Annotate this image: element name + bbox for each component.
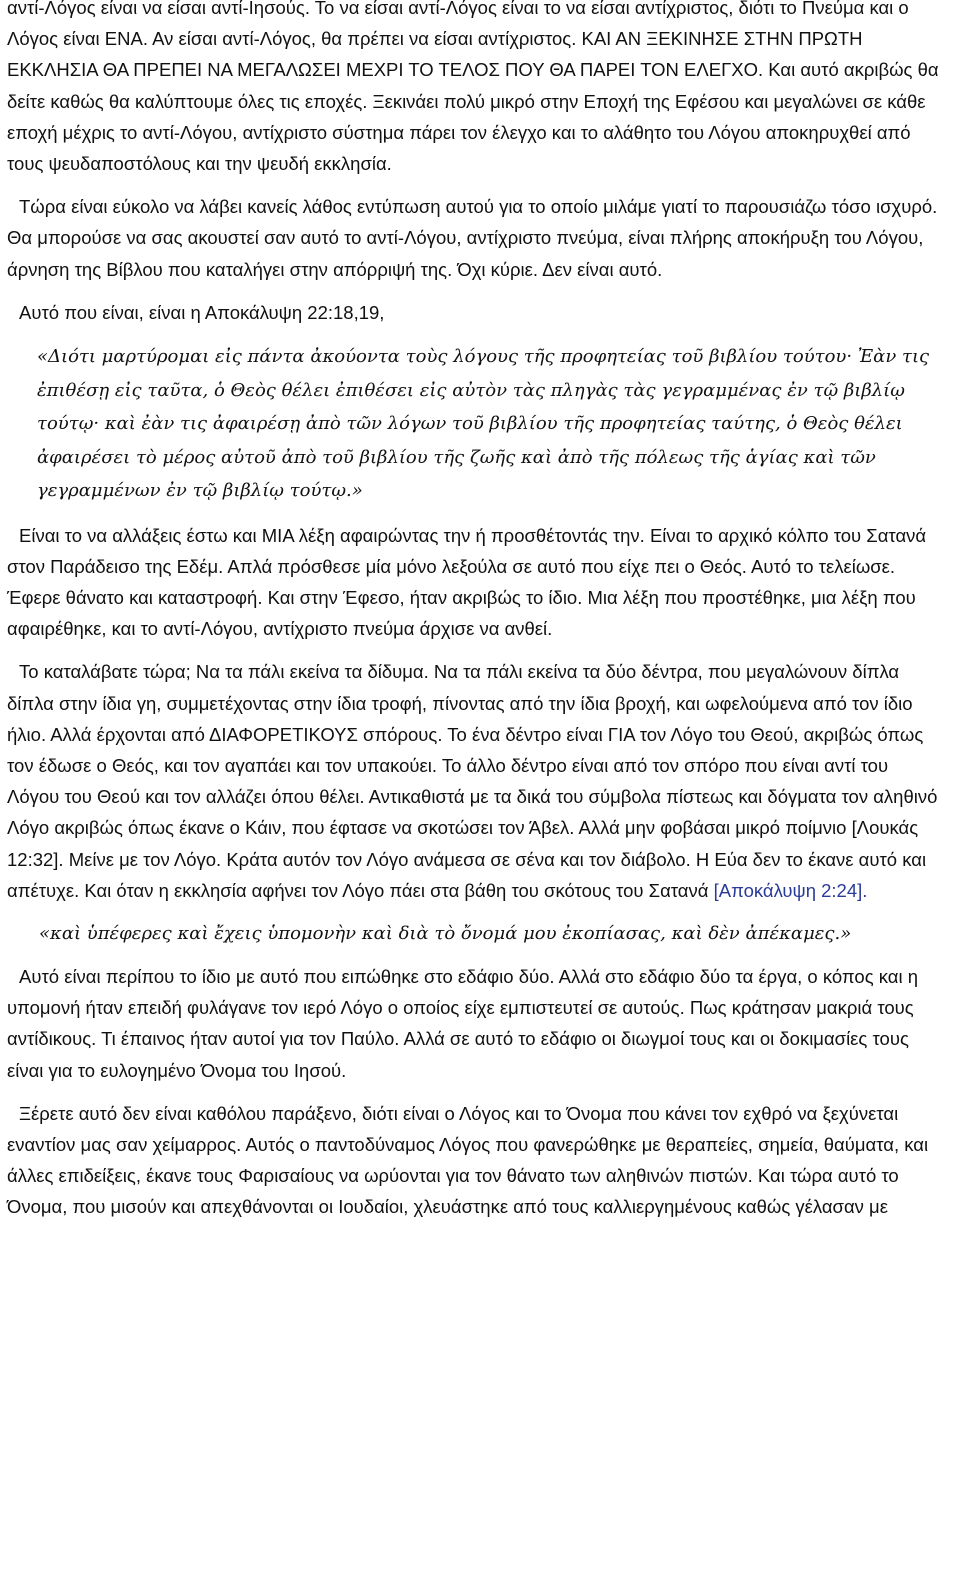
paragraph-1: αντί-Λόγος είναι να είσαι αντί-Ιησούς. Το να είσαι αντί-Λόγος είναι το να είσαι αντίχριστος, διότι το Πνεύμα και ο Λόγος είναι ΕΝΑ. Αν είσαι αντί-Λόγος, θα πρέπει να είσαι αντίχριστος. ΚΑΙ ΑΝ ΞΕΚΙΝΗΣΕ ΣΤΗΝ ΠΡΩΤΗ ΕΚΚΛΗΣΙΑ ΘΑ ΠΡΕΠΕΙ ΝΑ ΜΕΓΑΛΩΣΕΙ ΜΕΧΡΙ ΤΟ ΤΕΛΟΣ ΠΟΥ ΘΑ ΠΑΡΕΙ ΤΟΝ ΕΛΕΓΧΟ. Και αυτό ακριβώς θα δείτε καθώς θα καλύπτουμε όλες τις εποχές. Ξεκινάει πολύ μικρό στην Εποχή της Εφέσου και μεγαλώνει σε κάθε εποχή μέχρις το αντί-Λόγου, αντίχριστο σύστημα πάρει τον έλεγχο και το αλάθητο του Λόγου αποκηρυχθεί από τους ψευδαποστόλους και την ψευδή εκκλησία. [7,0,939,175]
scripture-quote-text: «Διότι μαρτύρομαι εἰς πάντα ἀκούοντα τοὺς λόγους τῆς προφητείας τοῦ βιβλίου τούτου· Ἐὰν τις ἐπιθέσῃ εἰς ταῦτα, ὁ Θεὸς θέλει ἐπιθέσει εἰς αὐτὸν τὰς πληγὰς τὰς γεγραμμένας ἐν τῷ βιβλίῳ τούτῳ· καὶ ἐὰν τις ἀφαιρέσῃ ἀπὸ τῶν λόγων τοῦ βιβλίου τῆς προφητείας ταύτης, ὁ Θεὸς θέλει ἀφαιρέσει τὸ μέρος αὐτοῦ ἀπὸ τοῦ βιβλίου τῆς ζωῆς καὶ ἀπὸ τῆς πόλεως τῆς ἁγίας καὶ τῶν γεγραμμένων ἐν τῷ βιβλίῳ τούτῳ.» [37,346,930,502]
reference-link-revelation-2-24[interactable]: [Αποκάλυψη 2:24]. [713,879,868,901]
paragraph-2: Τώρα είναι εύκολο να λάβει κανείς λάθος εντύπωση αυτού για το οποίο μιλάμε γιατί το παρουσιάζω τόσο ισχυρό. Θα μπορούσε να σας ακουστεί σαν αυτό το αντί-Λόγου, αντίχριστο πνεύμα, είναι πλήρης αποκήρυξη του Λόγου, άρνηση της Βίβλου που καταλήγει στην απόρριψή της. Όχι κύριε. Δεν είναι αυτό. [7,196,938,280]
paragraph-5 [7,656,943,906]
paragraph-4: Είναι το να αλλάξεις έστω και ΜΙΑ λέξη αφαιρώντας την ή προσθέτοντάς την. Είναι το αρχικό κόλπο του Σατανά στον Παράδεισο της Εδέμ. Απλά πρόσθεσε μία μόνο λεξούλα σε αυτό που είχε πει ο Θεός. Αυτό το τελείωσε. Έφερε θάνατο και καταστροφή. Και στην Έφεσο, ήταν ακριβώς το ίδιο. Μια λέξη που προστέθηκε, μια λέξη που αφαιρέθηκε, και το αντί-Λόγου, αντίχριστο πνεύμα άρχισε να ανθεί. [7,524,927,640]
paragraph-3: Αυτό που είναι, είναι η Αποκάλυψη 22:18,19, [19,301,385,323]
document-page [7,0,943,1235]
paragraph-5-text: Το καταλάβατε τώρα; Να τα πάλι εκείνα τα δίδυμα. Να τα πάλι εκείνα τα δύο δέντρα, που μεγαλώνουν δίπλα δίπλα στην ίδια γη, συμμετέχοντας στην ίδια τροφή, πίνοντας από την ίδια βροχή, και ωφελούμενα από τον ίδιο ήλιο. Αλλά έρχονται από ΔΙΑΦΟΡΕΤΙΚΟΥΣ σπόρους. Το ένα δέντρο είναι ΓΙΑ τον Λόγο του Θεού, ακριβώς όπως τον έδωσε ο Θεός, και τον αγαπάει και τον υπακούει. Το άλλο δέντρο είναι από τον σπόρο που είναι αντί του Λόγου του Θεού και τον αλλάζει όπου θέλει. Αντικαθιστά με τα δικά του σύμβολα πίστεως και δόγματα τον αληθινό Λόγο ακριβώς όπως έκανε ο Κάιν, που έφτασε να σκοτώσει τον Άβελ. Αλλά μην φοβάσαι μικρό ποίμνιο [Λουκάς 12:32]. Μείνε με τον Λόγο. Κράτα αυτόν τον Λόγο ανάμεσα σε σένα και τον διάβολο. Η Εύα δεν το έκανε αυτό και απέτυχε. Και όταν η εκκλησία αφήνει τον Λόγο πάει στα βάθη του σκότους του Σατανά [7,661,938,901]
scripture-quote-revelation-2 [7,918,943,949]
scripture-quote-revelation-22 [7,340,943,508]
paragraph-6: Αυτό είναι περίπου το ίδιο με αυτό που ειπώθηκε στο εδάφιο δύο. Αλλά στο εδάφιο δύο τα έργα, ο κόπος και η υπομονή ήταν επειδή φυλάγανε τον ιερό Λόγο ο οποίος είχε εμπιστευτεί σε αυτούς. Πως κράτησαν μακριά τους αντίδικους. Τι έπαινος ήταν αυτοί για τον Παύλο. Αλλά σε αυτό το εδάφιο οι διωγμοί τους και οι δοκιμασίες τους είναι για το ευλογημένο Όνομα του Ιησού. [7,965,919,1081]
paragraph-7: Ξέρετε αυτό δεν είναι καθόλου παράξενο, διότι είναι ο Λόγος και το Όνομα που κάνει τον εχθρό να ξεχύνεται εναντίον μας σαν χείμαρρος. Αυτός ο παντοδύναμος Λόγος που φανερώθηκε με θεραπείες, σημεία, θαύματα, και άλλες επιδείξεις, έκανε τους Φαρισαίους να ωρύονται για τον θάνατο των αληθινών πιστών. Και τώρα αυτό το Όνομα, που μισούν και απεχθάνονται οι Ιουδαίοι, χλευάστηκε από τους καλλιεργημένους καθώς γέλασαν με [7,1102,929,1218]
scripture-quote-2-text: «καὶ ὑπέφερες καὶ ἔχεις ὑπομονὴν καὶ διὰ τὸ ὄνομά μου ἐκοπίασας, καὶ δὲν ἀπέκαμες.» [39,922,852,944]
